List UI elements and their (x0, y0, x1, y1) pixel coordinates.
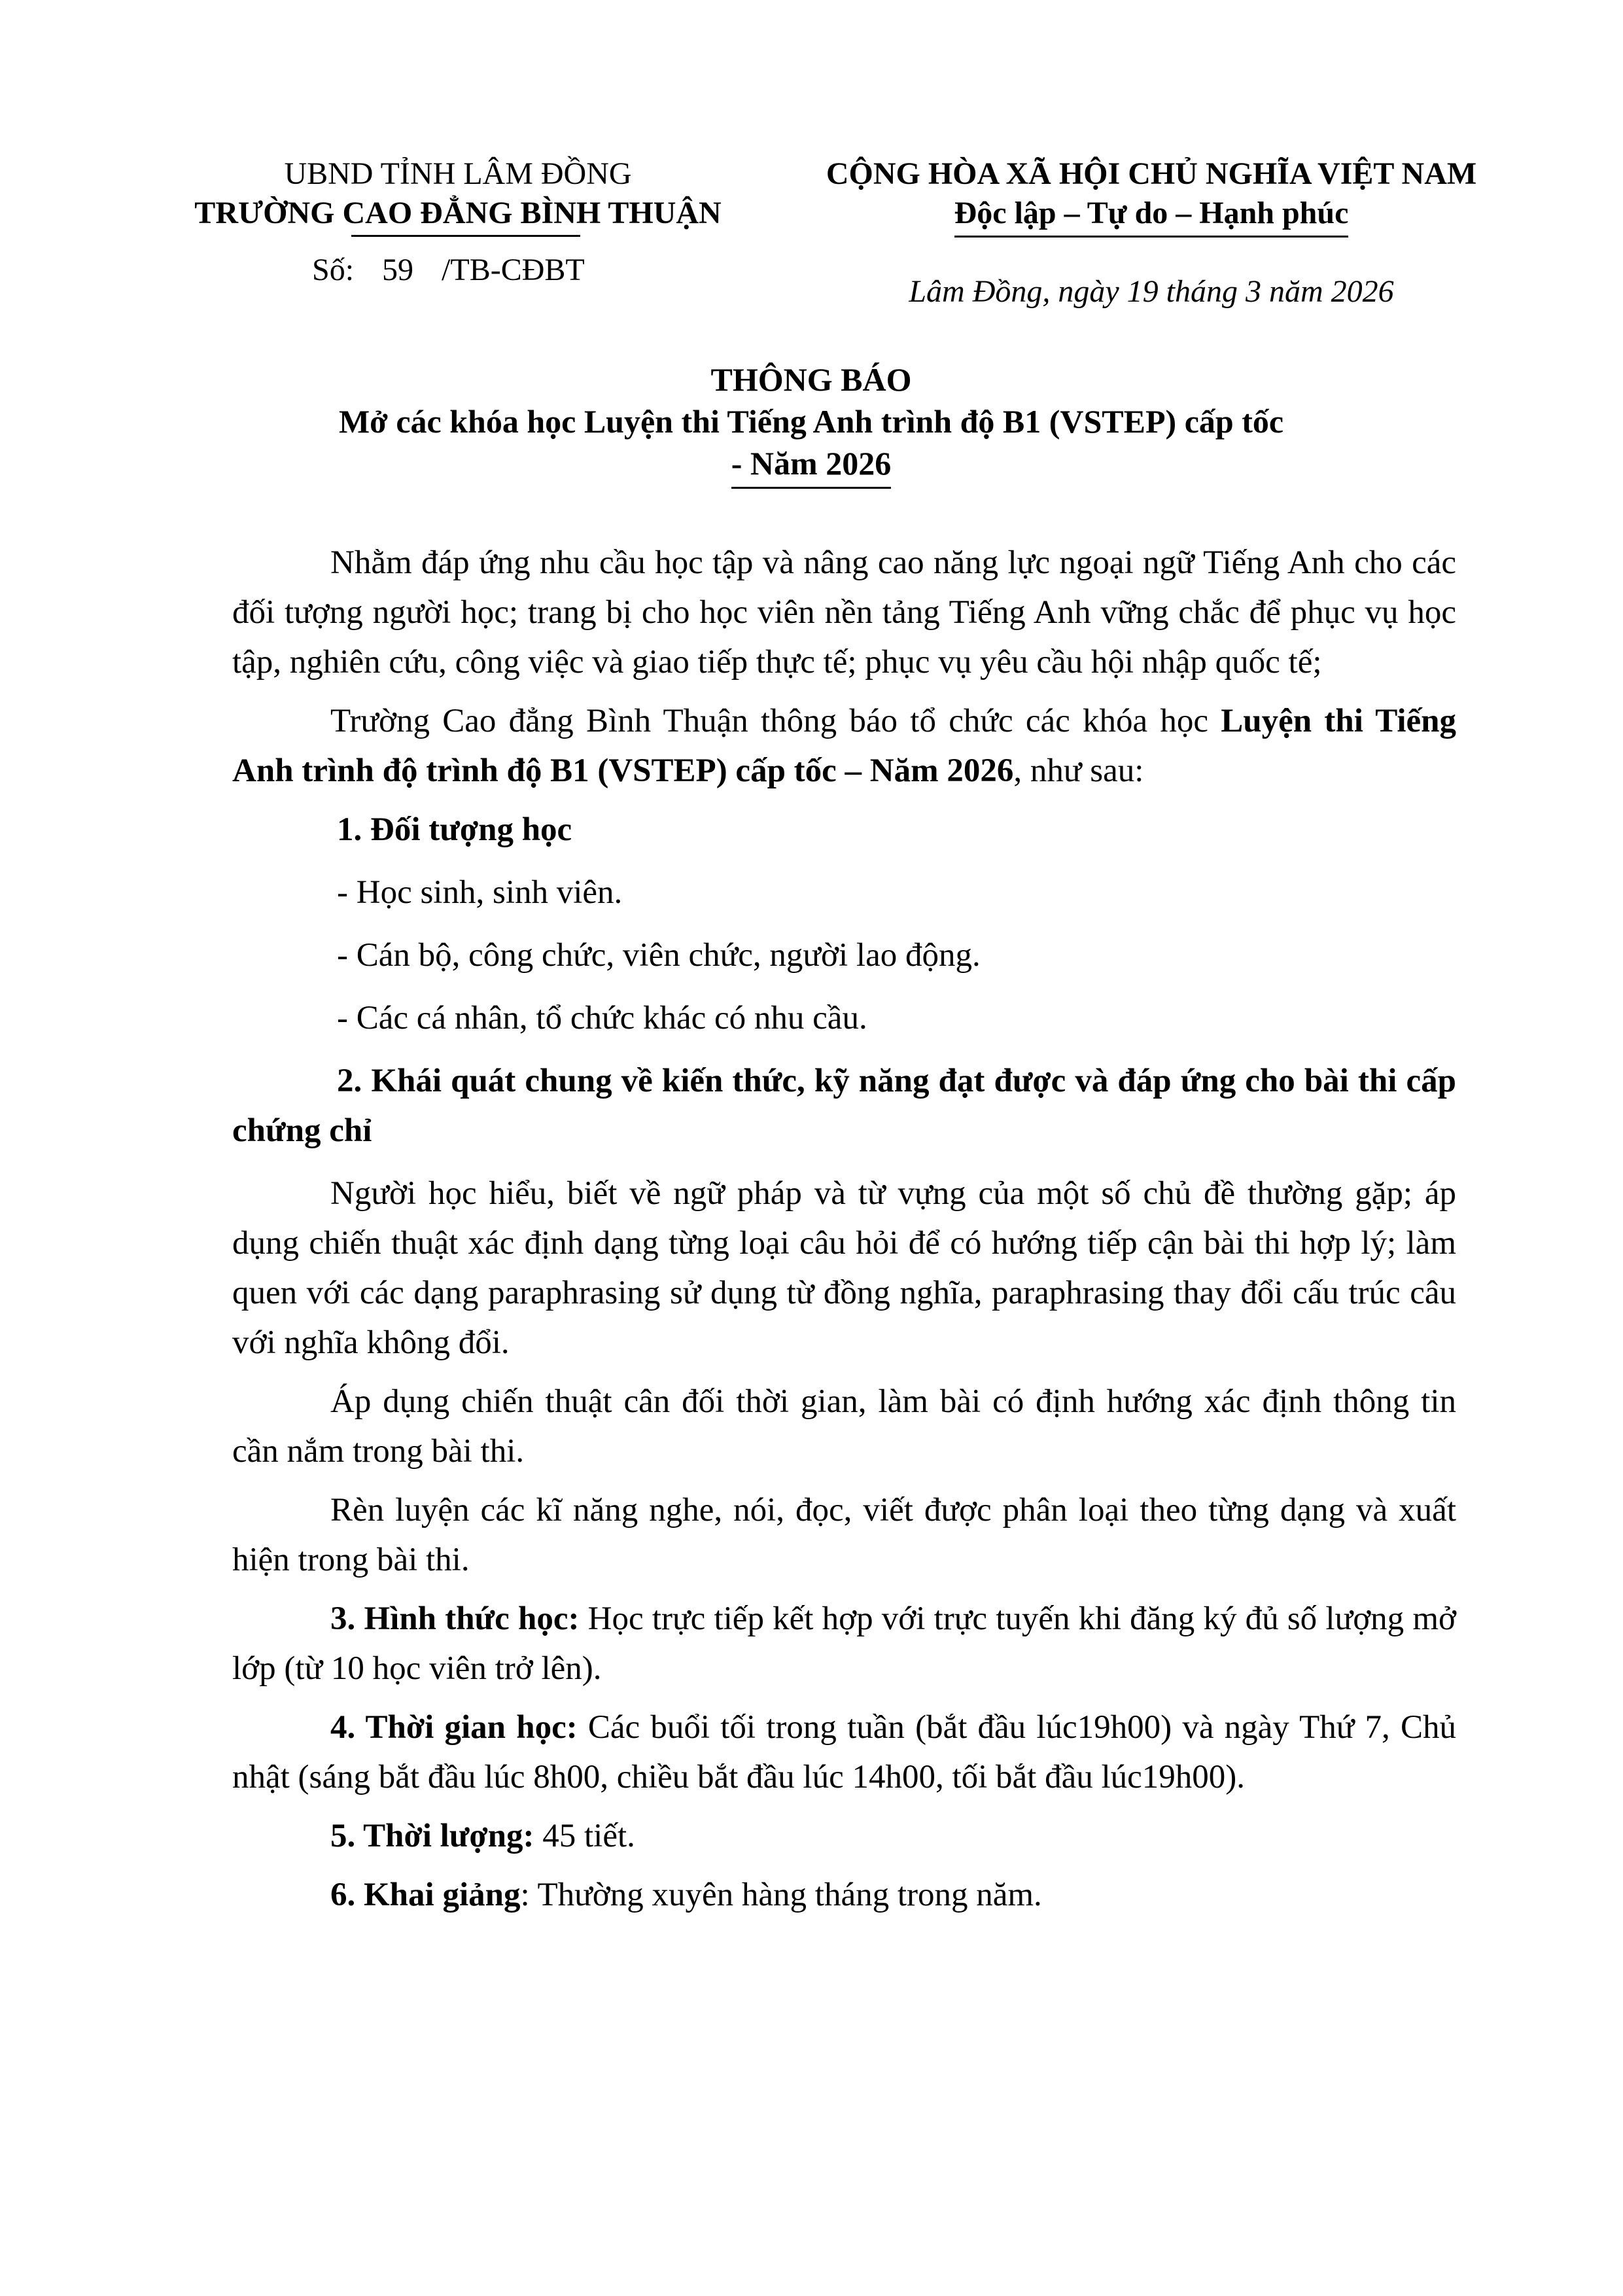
header-left (170, 154, 746, 233)
title-line-1: THÔNG BÁO (710, 361, 912, 398)
title-line-3: - Năm 2026 (731, 442, 891, 489)
section-5 (232, 1811, 1456, 1861)
section-1-item: - Các cá nhân, tổ chức khác có nhu cầu. (337, 1000, 867, 1036)
section-3-text: Học trực tiếp kết hợp với trực tuyến khi đăng ký đủ số lượng mở lớp (từ 10 học viên trở lên). (232, 1600, 1456, 1687)
issue-date: Lâm Đồng, ngày 19 tháng 3 năm 2026 (909, 274, 1394, 309)
section-4-text: Các buổi tối trong tuần (bắt đầu lúc19h00) và ngày Thứ 7, Chủ nhật (sáng bắt đầu lúc 8h00, chiều bắt đầu lúc 14h00, tối bắt đầu lúc19h00). (232, 1709, 1456, 1795)
country-name: CỘNG HÒA XÃ HỘI CHỦ NGHĨA VIỆT NAM (826, 156, 1477, 191)
section-3 (232, 1594, 1456, 1693)
school-name-text: TRƯỜNG CAO ĐẲNG BÌNH THUẬN (194, 196, 722, 230)
section-4-label: 4. Thời gian học: (330, 1709, 578, 1746)
number-label: Số: (312, 253, 355, 287)
school-name (194, 194, 721, 233)
header-right (785, 154, 1518, 238)
number-suffix: /TB-CĐBT (442, 253, 585, 287)
section-5-label: 5. Thời lượng: (330, 1818, 534, 1854)
number-value: 59 (382, 253, 414, 287)
section-3-label: 3. Hình thức học: (330, 1600, 580, 1637)
intro-paragraph-1: Nhằm đáp ứng nhu cầu học tập và nâng cao năng lực ngoại ngữ Tiếng Anh cho các đối tượng người học; trang bị cho học viên nền tảng Tiếng Anh vững chắc để phục vụ học tập, nghiên cứu, công việc và giao tiếp thực tế; phục vụ yêu cầu hội nhập quốc tế; (232, 544, 1456, 680)
document-number (312, 251, 585, 290)
document-body (232, 538, 1456, 1929)
section-2-paragraph: Rèn luyện các kĩ năng nghe, nói, đọc, viết được phân loại theo từng dạng và xuất hiện trong bài thi. (232, 1492, 1456, 1578)
authority-name: UBND TỈNH LÂM ĐỒNG (284, 156, 632, 191)
section-2-paragraph: Người học hiểu, biết về ngữ pháp và từ vựng của một số chủ đề thường gặp; áp dụng chiến thuật xác định dạng từng loại câu hỏi để có hướng tiếp cận bài thi hợp lý; làm quen với các dạng paraphrasing sử dụng từ đồng nghĩa, paraphrasing thay đổi cấu trúc câu với nghĩa không đổi. (232, 1175, 1456, 1361)
school-underline (351, 235, 580, 237)
title-line-2: Mở các khóa học Luyện thi Tiếng Anh trình độ B1 (VSTEP) cấp tốc (338, 403, 1284, 440)
section-1-heading: 1. Đối tượng học (337, 811, 572, 848)
intro-p2-end: , như sau: (1013, 752, 1144, 789)
section-5-text: 45 tiết. (534, 1818, 635, 1854)
national-motto: Độc lập – Tự do – Hạnh phúc (954, 194, 1349, 238)
section-6 (232, 1870, 1456, 1920)
section-2-heading: 2. Khái quát chung về kiến thức, kỹ năng đạt được và đáp ứng cho bài thi cấp chứng chỉ (232, 1063, 1456, 1149)
intro-p2-start: Trường Cao đẳng Bình Thuận thông báo tổ chức các khóa học (330, 703, 1221, 739)
intro-paragraph-2 (232, 696, 1456, 796)
section-6-text: : Thường xuyên hàng tháng trong năm. (520, 1877, 1042, 1913)
section-1-item: - Học sinh, sinh viên. (337, 874, 623, 911)
section-2-paragraph: Áp dụng chiến thuật cân đối thời gian, làm bài có định hướng xác định thông tin cần nắm trong bài thi. (232, 1383, 1456, 1470)
section-4 (232, 1703, 1456, 1802)
section-1-item: - Cán bộ, công chức, viên chức, người lao động. (337, 937, 981, 974)
intro-p2-bold: Luyện thi Tiếng Anh trình độ trình độ B1 (VSTEP) cấp tốc – Năm 2026 (232, 703, 1456, 789)
document-title (196, 359, 1426, 489)
section-6-label: 6. Khai giảng (330, 1877, 521, 1913)
